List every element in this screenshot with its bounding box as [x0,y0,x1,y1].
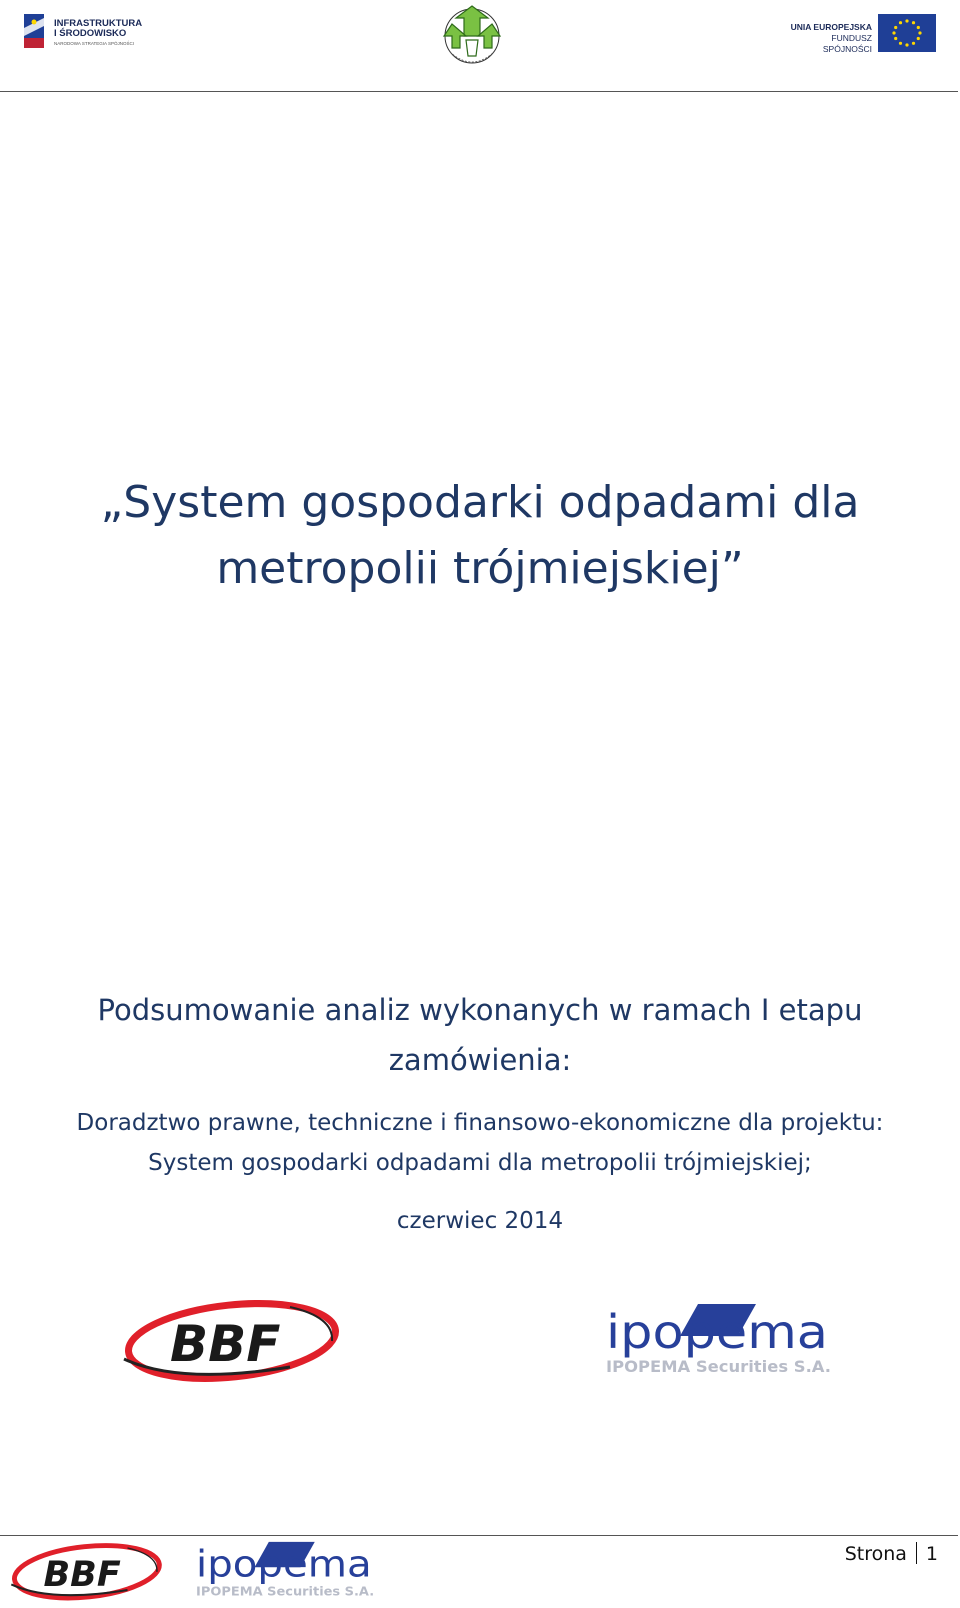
zaklad-utylizacyjny-emblem-icon [440,2,510,68]
header-divider [0,91,958,92]
document-subtitle: Podsumowanie analiz wykonanych w ramach I etapu zamówienia: [97,993,863,1077]
footer-ipopema-logo-text: ipopema [196,1542,372,1586]
infrastruktura-logo-text: INFRASTRUKTURA I ŚRODOWISKO [54,18,143,39]
footer-ipopema-logo-subtext: IPOPEMA Securities S.A. [196,1583,375,1599]
ipopema-logo-icon [606,1302,846,1382]
document-description: Doradztwo prawne, techniczne i finansowo-ekonomiczne dla projektu: System gospodarki odpadami dla metropolii trójmiejskiej; [76,1110,884,1176]
unia-europejska-logo [788,12,938,54]
infrastruktura-logo [24,12,144,52]
footer-bbf-logo-text: BBF [43,1554,121,1595]
footer-bbf-logo [8,1541,163,1604]
infrastruktura-flag-icon [24,14,50,50]
document-date: czerwiec 2014 [396,1208,564,1234]
ipopema-logo-subtext: IPOPEMA Securities S.A. [606,1357,831,1376]
eu-logo-text: UNIA EUROPEJSKA FUNDUSZ SPÓJNOŚCI [790,22,872,54]
page-number [845,1542,938,1565]
page-number-value: 1 [925,1543,938,1565]
footer-ipopema-logo [196,1540,386,1604]
bbf-logo [120,1297,340,1387]
infrastruktura-logo-subtext: NARODOWA STRATEGIA SPÓJNOŚCI [54,41,135,46]
footer-bbf-logo-icon [8,1541,163,1604]
footer-ipopema-logo-icon [196,1540,386,1604]
page-number-separator [916,1542,917,1564]
ipopema-logo [606,1302,846,1382]
document-title: „System gospodarki odpadami dla metropolii trójmiejskiej” [100,477,860,594]
bbf-logo-icon [120,1297,340,1387]
zaklad-utylizacyjny-logo [440,2,510,68]
page-label: Strona [844,1543,907,1565]
eu-flag-icon [878,14,936,52]
footer-divider [0,1535,958,1536]
ipopema-logo-text: ipopema [606,1305,828,1359]
bbf-logo-text: BBF [170,1315,281,1373]
